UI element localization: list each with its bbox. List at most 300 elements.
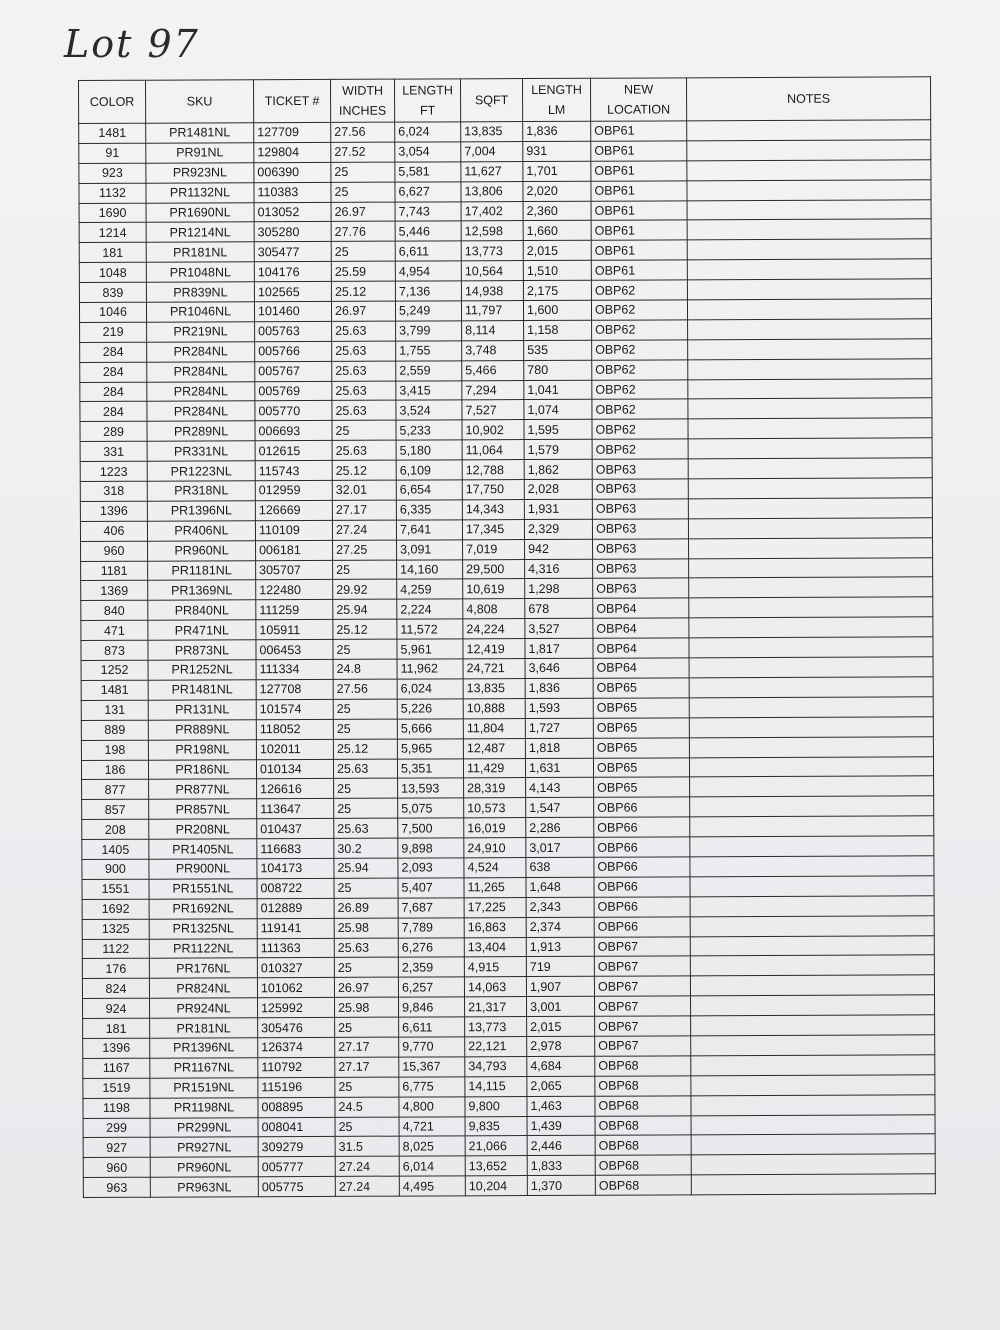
cell-color: 1048: [79, 262, 146, 282]
cell-sqft: 17,225: [464, 897, 526, 917]
cell-sqft: 16,863: [464, 917, 526, 937]
cell-length-lm: 3,527: [525, 619, 593, 639]
cell-notes: [691, 1134, 935, 1155]
cell-length-lm: 1,579: [524, 440, 592, 460]
column-header-length-ft: LENGTH FT: [394, 79, 460, 122]
cell-length-lm: 931: [523, 141, 591, 161]
cell-sqft: 14,938: [461, 281, 523, 301]
column-header-width: WIDTH INCHES: [330, 79, 394, 122]
cell-new-location: OBP66: [594, 797, 690, 817]
cell-new-location: OBP67: [594, 976, 690, 996]
handwritten-lot-label: Lot 97: [64, 22, 200, 66]
cell-length-ft: 5,249: [395, 301, 461, 321]
cell-sku: PR924NL: [150, 998, 258, 1018]
cell-sku: PR181NL: [150, 1018, 258, 1038]
cell-sku: PR284NL: [147, 401, 255, 421]
cell-length-ft: 3,091: [397, 540, 463, 560]
cell-ticket: 126374: [258, 1037, 335, 1057]
cell-new-location: OBP65: [593, 737, 689, 757]
cell-ticket: 110109: [255, 520, 332, 540]
cell-notes: [687, 239, 931, 260]
cell-width: 25.63: [334, 818, 398, 838]
cell-ticket: 005769: [255, 381, 332, 401]
cell-notes: [687, 199, 931, 220]
cell-color: 1396: [83, 1038, 150, 1058]
cell-notes: [691, 995, 935, 1016]
cell-sqft: 4,808: [463, 599, 525, 619]
table-row: [83, 1174, 935, 1198]
cell-width: 25.94: [333, 599, 397, 619]
cell-length-lm: 1,370: [527, 1175, 595, 1195]
cell-new-location: OBP63: [593, 558, 689, 578]
cell-sku: PR877NL: [149, 779, 257, 799]
cell-notes: [689, 577, 933, 598]
cell-length-ft: 6,276: [398, 937, 464, 957]
cell-ticket: 110792: [258, 1057, 335, 1077]
cell-new-location: OBP62: [592, 320, 688, 340]
cell-color: 873: [81, 640, 148, 660]
column-header-length-lm: LENGTH LM: [522, 78, 590, 121]
cell-length-ft: 13,593: [398, 778, 464, 798]
cell-sku: PR1396NL: [147, 501, 255, 521]
cell-width: 25.12: [332, 460, 396, 480]
cell-sku: PR960NL: [148, 540, 256, 560]
cell-color: 960: [83, 1158, 150, 1178]
cell-notes: [690, 856, 934, 877]
cell-width: 24.8: [333, 659, 397, 679]
cell-length-lm: 1,648: [526, 877, 594, 897]
cell-length-ft: 4,495: [399, 1176, 465, 1196]
cell-new-location: OBP65: [593, 678, 689, 698]
cell-notes: [691, 1015, 935, 1036]
cell-color: 1325: [82, 919, 149, 939]
cell-width: 25: [334, 878, 398, 898]
cell-new-location: OBP64: [593, 598, 689, 618]
cell-new-location: OBP68: [595, 1056, 691, 1076]
cell-length-ft: 6,024: [397, 679, 463, 699]
cell-color: 284: [80, 382, 147, 402]
cell-length-lm: 2,329: [524, 519, 592, 539]
cell-color: 186: [81, 760, 148, 780]
cell-length-lm: 1,463: [527, 1096, 595, 1116]
cell-length-lm: 1,836: [523, 121, 591, 141]
cell-sku: PR1481NL: [146, 123, 254, 143]
cell-length-ft: 5,446: [395, 221, 461, 241]
cell-length-ft: 5,180: [396, 440, 462, 460]
cell-length-ft: 4,721: [399, 1116, 465, 1136]
cell-color: 900: [82, 859, 149, 879]
cell-length-ft: 4,800: [399, 1096, 465, 1116]
cell-notes: [691, 1114, 935, 1135]
cell-width: 27.25: [333, 540, 397, 560]
cell-color: 1223: [80, 461, 147, 481]
cell-ticket: 118052: [256, 719, 333, 739]
cell-length-ft: 2,559: [396, 361, 462, 381]
cell-sku: PR1690NL: [146, 202, 254, 222]
cell-new-location: OBP62: [592, 439, 688, 459]
cell-width: 25.63: [332, 321, 396, 341]
inventory-table: [78, 76, 936, 1198]
cell-color: 284: [80, 402, 147, 422]
cell-sku: PR176NL: [149, 958, 257, 978]
cell-notes: [690, 816, 934, 837]
cell-new-location: OBP66: [594, 897, 690, 917]
cell-new-location: OBP63: [593, 578, 689, 598]
cell-color: 1167: [83, 1058, 150, 1078]
cell-notes: [690, 975, 934, 996]
cell-ticket: 008722: [257, 878, 334, 898]
cell-sku: PR1198NL: [150, 1097, 258, 1117]
cell-notes: [688, 378, 932, 399]
cell-sqft: 12,419: [463, 639, 525, 659]
cell-sqft: 11,804: [463, 718, 525, 738]
cell-sqft: 4,524: [464, 858, 526, 878]
cell-length-lm: 2,360: [523, 201, 591, 221]
cell-sqft: 24,224: [463, 619, 525, 639]
cell-length-lm: 1,510: [523, 260, 591, 280]
cell-length-lm: 535: [524, 340, 592, 360]
cell-ticket: 010327: [257, 958, 334, 978]
cell-color: 1214: [79, 223, 146, 243]
cell-new-location: OBP61: [591, 181, 687, 201]
cell-ticket: 115743: [255, 461, 332, 481]
cell-sqft: 24,910: [464, 838, 526, 858]
cell-sku: PR900NL: [149, 859, 257, 879]
cell-length-lm: 4,143: [526, 778, 594, 798]
cell-notes: [690, 836, 934, 857]
cell-ticket: 110383: [254, 182, 331, 202]
column-header-sqft: SQFT: [460, 79, 522, 122]
cell-color: 1405: [82, 839, 149, 859]
cell-notes: [691, 1055, 935, 1076]
cell-length-ft: 7,136: [395, 281, 461, 301]
cell-color: 1122: [82, 939, 149, 959]
cell-sqft: 13,652: [465, 1156, 527, 1176]
cell-ticket: 111259: [256, 600, 333, 620]
cell-width: 31.5: [335, 1137, 399, 1157]
cell-width: 27.24: [332, 520, 396, 540]
cell-sku: PR824NL: [149, 978, 257, 998]
cell-width: 25: [331, 182, 395, 202]
cell-width: 25.98: [335, 997, 399, 1017]
cell-width: 27.17: [335, 1037, 399, 1057]
cell-notes: [688, 498, 932, 519]
cell-color: 889: [81, 720, 148, 740]
cell-color: 824: [82, 978, 149, 998]
cell-sqft: 10,564: [461, 261, 523, 281]
cell-color: 1181: [81, 561, 148, 581]
column-header-sku: SKU: [146, 80, 254, 123]
cell-new-location: OBP68: [595, 1115, 691, 1135]
cell-notes: [691, 1174, 935, 1195]
cell-sku: PR1692NL: [149, 898, 257, 918]
cell-notes: [689, 697, 933, 718]
cell-length-lm: 4,684: [527, 1056, 595, 1076]
cell-sku: PR1252NL: [148, 660, 256, 680]
cell-length-lm: 2,374: [526, 917, 594, 937]
cell-length-ft: 7,743: [395, 201, 461, 221]
cell-ticket: 102565: [254, 282, 331, 302]
cell-ticket: 005777: [258, 1157, 335, 1177]
cell-sqft: 21,066: [465, 1136, 527, 1156]
cell-width: 24.5: [335, 1097, 399, 1117]
cell-width: 25: [334, 798, 398, 818]
cell-color: 208: [82, 819, 149, 839]
cell-length-ft: 3,799: [396, 321, 462, 341]
column-header-ticket: TICKET #: [254, 79, 331, 122]
cell-sku: PR1405NL: [149, 839, 257, 859]
cell-ticket: 008895: [258, 1097, 335, 1117]
cell-sqft: 29,500: [463, 559, 525, 579]
cell-width: 25: [333, 699, 397, 719]
cell-ticket: 012959: [255, 480, 332, 500]
cell-sku: PR284NL: [147, 361, 255, 381]
cell-notes: [687, 179, 931, 200]
cell-new-location: OBP67: [595, 1016, 691, 1036]
cell-ticket: 006181: [256, 540, 333, 560]
cell-notes: [690, 896, 934, 917]
cell-width: 26.97: [331, 301, 395, 321]
cell-new-location: OBP63: [592, 499, 688, 519]
cell-width: 25: [335, 1117, 399, 1137]
cell-ticket: 010134: [256, 759, 333, 779]
cell-length-ft: 5,075: [398, 798, 464, 818]
cell-ticket: 122480: [256, 580, 333, 600]
cell-notes: [688, 319, 932, 340]
cell-sku: PR873NL: [148, 640, 256, 660]
cell-width: 25.98: [334, 918, 398, 938]
cell-notes: [687, 160, 931, 181]
cell-length-lm: 1,818: [525, 738, 593, 758]
cell-color: 1198: [83, 1098, 150, 1118]
cell-length-lm: 2,065: [527, 1076, 595, 1096]
cell-length-lm: 1,298: [525, 579, 593, 599]
cell-notes: [690, 876, 934, 897]
cell-width: 25.63: [333, 759, 397, 779]
cell-length-lm: 1,631: [525, 758, 593, 778]
cell-sqft: 11,064: [462, 440, 524, 460]
cell-new-location: OBP68: [595, 1135, 691, 1155]
cell-ticket: 005763: [255, 321, 332, 341]
cell-new-location: OBP65: [594, 777, 690, 797]
cell-sku: PR960NL: [150, 1157, 258, 1177]
cell-length-ft: 8,025: [399, 1136, 465, 1156]
cell-new-location: OBP66: [594, 916, 690, 936]
cell-new-location: OBP63: [592, 459, 688, 479]
cell-length-ft: 5,965: [397, 738, 463, 758]
cell-length-ft: 6,257: [398, 977, 464, 997]
cell-notes: [691, 1035, 935, 1056]
cell-new-location: OBP66: [594, 857, 690, 877]
cell-sqft: 13,773: [461, 241, 523, 261]
cell-width: 27.24: [335, 1156, 399, 1176]
cell-width: 25.63: [332, 361, 396, 381]
cell-length-lm: 2,015: [527, 1016, 595, 1036]
cell-new-location: OBP67: [595, 1036, 691, 1056]
cell-sqft: 17,750: [462, 480, 524, 500]
cell-new-location: OBP62: [592, 419, 688, 439]
cell-new-location: OBP61: [591, 260, 687, 280]
cell-length-lm: 1,907: [526, 977, 594, 997]
cell-length-lm: 719: [526, 957, 594, 977]
cell-color: 219: [80, 322, 147, 342]
cell-width: 25.63: [332, 341, 396, 361]
cell-notes: [687, 299, 931, 320]
cell-notes: [688, 358, 932, 379]
cell-color: 318: [80, 481, 147, 501]
cell-length-lm: 1,913: [526, 937, 594, 957]
cell-length-lm: 1,041: [524, 380, 592, 400]
cell-sku: PR1122NL: [149, 938, 257, 958]
cell-new-location: OBP63: [592, 519, 688, 539]
cell-new-location: OBP62: [591, 280, 687, 300]
cell-length-lm: 1,660: [523, 221, 591, 241]
cell-ticket: 008041: [258, 1117, 335, 1137]
cell-ticket: 005766: [255, 341, 332, 361]
cell-new-location: OBP64: [593, 638, 689, 658]
cell-sqft: 7,294: [462, 380, 524, 400]
cell-new-location: OBP65: [593, 698, 689, 718]
cell-sku: PR284NL: [147, 342, 255, 362]
cell-length-lm: 1,701: [523, 161, 591, 181]
cell-length-lm: 1,817: [525, 638, 593, 658]
cell-new-location: OBP61: [591, 240, 687, 260]
cell-color: 176: [82, 959, 149, 979]
cell-notes: [689, 617, 933, 638]
cell-sqft: 12,598: [461, 221, 523, 241]
cell-sqft: 10,902: [462, 420, 524, 440]
cell-length-ft: 11,572: [397, 619, 463, 639]
cell-color: 1551: [82, 879, 149, 899]
cell-length-lm: 678: [525, 599, 593, 619]
cell-new-location: OBP62: [591, 300, 687, 320]
cell-length-ft: 7,500: [398, 818, 464, 838]
cell-length-lm: 1,862: [524, 459, 592, 479]
cell-notes: [687, 259, 931, 280]
cell-width: 25.94: [334, 858, 398, 878]
cell-notes: [688, 438, 932, 459]
column-header-new-location: NEW LOCATION: [590, 78, 686, 121]
cell-sku: PR857NL: [149, 799, 257, 819]
cell-length-ft: 9,898: [398, 838, 464, 858]
cell-sqft: 11,429: [463, 758, 525, 778]
cell-ticket: 126616: [257, 779, 334, 799]
cell-notes: [689, 677, 933, 698]
cell-length-lm: 1,074: [524, 400, 592, 420]
cell-sku: PR198NL: [148, 739, 256, 759]
cell-length-ft: 2,093: [398, 858, 464, 878]
cell-color: 1396: [80, 501, 147, 521]
cell-length-ft: 1,755: [396, 341, 462, 361]
cell-length-ft: 7,687: [398, 898, 464, 918]
cell-ticket: 006390: [254, 162, 331, 182]
cell-new-location: OBP68: [595, 1076, 691, 1096]
cell-ticket: 012615: [255, 441, 332, 461]
cell-new-location: OBP67: [594, 956, 690, 976]
cell-notes: [691, 1094, 935, 1115]
cell-new-location: OBP63: [593, 539, 689, 559]
cell-new-location: OBP61: [591, 200, 687, 220]
cell-new-location: OBP66: [594, 837, 690, 857]
cell-length-lm: 638: [526, 857, 594, 877]
cell-width: 27.17: [335, 1057, 399, 1077]
cell-width: 27.17: [332, 500, 396, 520]
cell-color: 289: [80, 422, 147, 442]
cell-notes: [688, 339, 932, 360]
cell-ticket: 125992: [258, 998, 335, 1018]
cell-length-ft: 5,961: [397, 639, 463, 659]
cell-length-lm: 3,001: [527, 996, 595, 1016]
cell-color: 877: [82, 780, 149, 800]
cell-sku: PR406NL: [147, 521, 255, 541]
cell-color: 284: [80, 362, 147, 382]
cell-ticket: 305476: [258, 1017, 335, 1037]
cell-ticket: 127708: [256, 679, 333, 699]
cell-ticket: 101574: [256, 699, 333, 719]
cell-ticket: 010437: [257, 819, 334, 839]
cell-length-ft: 3,524: [396, 400, 462, 420]
cell-new-location: OBP66: [594, 817, 690, 837]
cell-length-lm: 1,547: [526, 798, 594, 818]
cell-sku: PR1046NL: [146, 302, 254, 322]
cell-color: 857: [82, 799, 149, 819]
cell-sku: PR1048NL: [146, 262, 254, 282]
cell-notes: [690, 935, 934, 956]
cell-sku: PR1325NL: [149, 918, 257, 938]
cell-new-location: OBP67: [595, 996, 691, 1016]
cell-color: 1519: [83, 1078, 150, 1098]
cell-notes: [690, 915, 934, 936]
table-body: [79, 120, 936, 1198]
cell-width: 25: [333, 560, 397, 580]
column-header-notes: NOTES: [686, 77, 930, 121]
cell-width: 25.63: [332, 440, 396, 460]
cell-width: 25.63: [334, 938, 398, 958]
cell-color: 299: [83, 1118, 150, 1138]
cell-sqft: 10,573: [464, 798, 526, 818]
cell-sku: PR963NL: [150, 1177, 258, 1197]
cell-length-lm: 2,978: [527, 1036, 595, 1056]
cell-notes: [688, 478, 932, 499]
cell-color: 1132: [79, 183, 146, 203]
cell-length-ft: 7,789: [398, 917, 464, 937]
cell-width: 30.2: [334, 838, 398, 858]
cell-notes: [691, 1154, 935, 1175]
cell-length-ft: 4,954: [395, 261, 461, 281]
cell-length-lm: 1,836: [525, 678, 593, 698]
cell-notes: [690, 796, 934, 817]
cell-new-location: OBP62: [592, 399, 688, 419]
cell-length-lm: 3,017: [526, 837, 594, 857]
cell-length-ft: 14,160: [397, 559, 463, 579]
cell-sqft: 9,835: [465, 1116, 527, 1136]
cell-sku: PR1396NL: [150, 1038, 258, 1058]
cell-length-ft: 5,666: [397, 719, 463, 739]
cell-notes: [690, 776, 934, 797]
cell-ticket: 005770: [255, 401, 332, 421]
cell-length-lm: 1,593: [525, 698, 593, 718]
cell-width: 26.97: [334, 977, 398, 997]
cell-new-location: OBP61: [591, 121, 687, 141]
cell-color: 471: [81, 620, 148, 640]
cell-width: 25: [335, 1077, 399, 1097]
cell-sqft: 11,265: [464, 877, 526, 897]
cell-new-location: OBP64: [593, 618, 689, 638]
cell-color: 1252: [81, 660, 148, 680]
cell-notes: [690, 955, 934, 976]
cell-length-ft: 6,335: [396, 500, 462, 520]
cell-color: 406: [80, 521, 147, 541]
